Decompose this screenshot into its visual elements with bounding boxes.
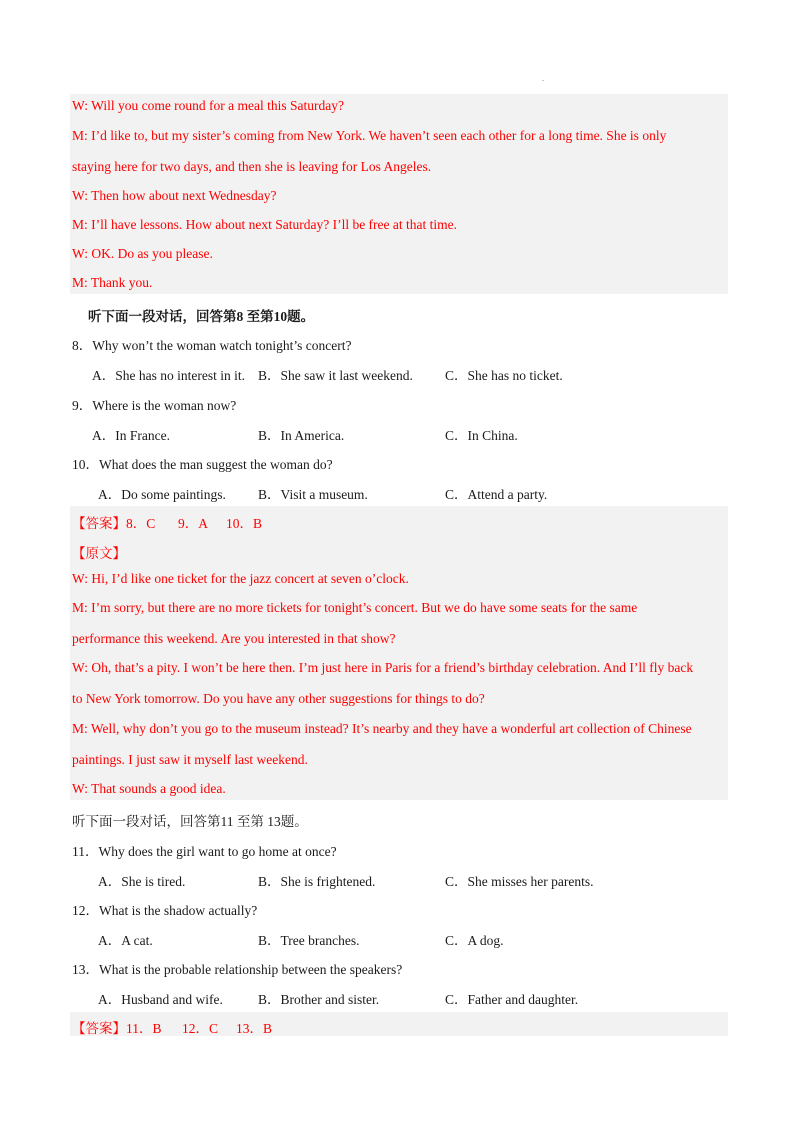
- q12-option-c: C．A dog.: [445, 933, 504, 948]
- dialog2-line-2: M: I’m sorry, but there are no more tickets for tonight’s concert. But we do have some seats for the same: [72, 600, 638, 615]
- q10-option-c: C．Attend a party.: [445, 487, 548, 502]
- question-13: 13．What is the probable relationship between the speakers?: [72, 962, 403, 977]
- dialog1-line-4: W: Then how about next Wednesday?: [72, 188, 277, 203]
- answer-12: 12．C: [182, 1021, 219, 1036]
- answer-key-11-13: [72, 1017, 272, 1037]
- q9-option-c: C．In China.: [445, 428, 518, 443]
- dialog2-line-3: performance this weekend. Are you interested in that show?: [72, 631, 396, 646]
- q8-option-c: C．She has no ticket.: [445, 368, 563, 383]
- q10-option-a: A．Do some paintings.: [98, 487, 226, 502]
- q8-option-a: A．She has no interest in it.: [92, 368, 245, 383]
- page-mark: .: [542, 74, 544, 83]
- question-11: 11．Why does the girl want to go home at once?: [72, 844, 337, 859]
- answer-9: 9．A: [178, 516, 208, 531]
- original-text-label: 【原文】: [72, 546, 126, 561]
- q13-option-a: A．Husband and wife.: [98, 992, 223, 1007]
- dialog2-line-6: M: Well, why don’t you go to the museum instead? It’s nearby and they have a wonderful art collection of Chinese: [72, 721, 692, 736]
- answer-label: 【答案】: [72, 516, 126, 531]
- q13-option-c: C．Father and daughter.: [445, 992, 579, 1007]
- dialog2-line-8: W: That sounds a good idea.: [72, 781, 226, 796]
- answer-13: 13．B: [236, 1021, 273, 1036]
- q9-option-b: B．In America.: [258, 428, 345, 443]
- q11-option-a: A．She is tired.: [98, 874, 186, 889]
- dialog1-line-3: staying here for two days, and then she is leaving for Los Angeles.: [72, 159, 432, 174]
- dialog1-line-7: M: Thank you.: [72, 275, 153, 290]
- q12-option-b: B．Tree branches.: [258, 933, 360, 948]
- q8-option-b: B．She saw it last weekend.: [258, 368, 413, 383]
- dialog1-line-1: W: Will you come round for a meal this Saturday?: [72, 98, 345, 113]
- answer-11: 11．B: [126, 1021, 162, 1036]
- q11-option-b: B．She is frightened.: [258, 874, 376, 889]
- answer-10: 10．B: [226, 516, 263, 531]
- q12-option-a: A．A cat.: [98, 933, 153, 948]
- q13-option-b: B．Brother and sister.: [258, 992, 380, 1007]
- answer-label: 【答案】: [72, 1021, 126, 1036]
- dialog2-line-7: paintings. I just saw it myself last weekend.: [72, 752, 308, 767]
- q9-option-a: A．In France.: [92, 428, 170, 443]
- dialog1-line-6: W: OK. Do as you please.: [72, 246, 213, 261]
- q10-option-b: B．Visit a museum.: [258, 487, 368, 502]
- dialog2-line-4: W: Oh, that’s a pity. I won’t be here then. I’m just here in Paris for a friend’s birthday celebration. And I’ll fly back: [72, 660, 694, 675]
- question-12: 12．What is the shadow actually?: [72, 903, 258, 918]
- answer-key-8-10: [72, 512, 262, 532]
- dialog2-line-5: to New York tomorrow. Do you have any other suggestions for things to do?: [72, 691, 485, 706]
- answer-8: 8．C: [126, 516, 156, 531]
- question-8: 8．Why won’t the woman watch tonight’s concert?: [72, 338, 352, 353]
- question-10: 10．What does the man suggest the woman do?: [72, 457, 333, 472]
- dialog2-line-1: W: Hi, I’d like one ticket for the jazz concert at seven o’clock.: [72, 571, 409, 586]
- section-heading-11-13: 听下面一段对话，回答第11 至第 13题。: [72, 814, 308, 829]
- section-heading-8-10: 听下面一段对话，回答第8 至第10题。: [88, 309, 315, 324]
- dialog1-line-5: M: I’ll have lessons. How about next Saturday? I’ll be free at that time.: [72, 217, 458, 232]
- q11-option-c: C．She misses her parents.: [445, 874, 594, 889]
- question-9: 9．Where is the woman now?: [72, 398, 237, 413]
- dialog1-line-2: M: I’d like to, but my sister’s coming from New York. We haven’t seen each other for a long time. She is only: [72, 128, 667, 143]
